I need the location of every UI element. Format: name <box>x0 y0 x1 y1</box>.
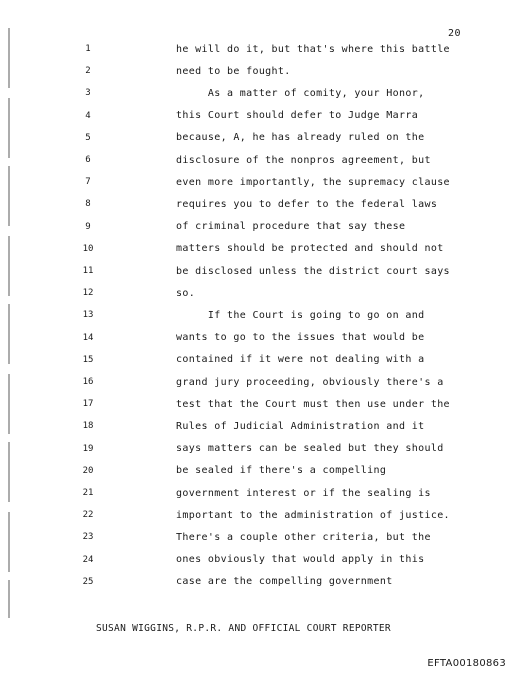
transcript-line <box>0 415 512 437</box>
line-number: 12 <box>82 288 94 299</box>
line-text: If the Court is going to go on and <box>176 309 425 321</box>
line-number: 10 <box>82 243 94 254</box>
line-number: 2 <box>85 66 91 77</box>
line-text: disclosure of the nonpros agreement, but <box>176 154 431 166</box>
line-text: There's a couple other criteria, but the <box>176 531 431 543</box>
line-number: 15 <box>82 354 94 365</box>
line-number: 20 <box>82 465 94 476</box>
transcript-line <box>0 38 512 60</box>
line-text: because, A, he has already ruled on the <box>176 132 425 144</box>
line-text: even more importantly, the supremacy clause <box>176 176 450 188</box>
line-text: says matters can be sealed but they should <box>176 443 444 455</box>
line-text: of criminal procedure that say these <box>176 221 406 233</box>
line-number: 6 <box>85 155 91 165</box>
line-number: 13 <box>82 310 94 321</box>
transcript-line <box>0 482 512 504</box>
document-id: EFTA00180863 <box>427 658 506 669</box>
line-text: matters should be protected and should not <box>176 243 444 255</box>
line-text: government interest or if the sealing is <box>176 487 431 499</box>
reporter-footer: SUSAN WIGGINS, R.P.R. AND OFFICIAL COURT REPORTER <box>96 623 391 634</box>
transcript-line <box>0 260 512 282</box>
line-number: 18 <box>82 421 94 432</box>
line-text: this Court should defer to Judge Marra <box>176 110 419 122</box>
line-number: 23 <box>82 532 94 543</box>
line-text: contained if it were not dealing with a <box>176 354 425 366</box>
line-text: be disclosed unless the district court says <box>176 265 450 277</box>
line-number: 9 <box>85 221 91 232</box>
transcript-line <box>0 127 512 149</box>
transcript-line <box>0 193 512 215</box>
line-number: 1 <box>85 44 91 54</box>
line-number: 14 <box>82 332 94 343</box>
line-text: As a matter of comity, your Honor, <box>176 87 425 99</box>
page-number: 20 <box>448 28 462 39</box>
transcript-line <box>0 105 512 127</box>
line-text: wants to go to the issues that would be <box>176 332 425 344</box>
line-number: 21 <box>82 488 94 498</box>
transcript-line <box>0 393 512 415</box>
line-text: need to be fought. <box>176 65 291 77</box>
line-number: 3 <box>85 88 91 99</box>
line-number: 24 <box>82 554 94 565</box>
line-number: 22 <box>82 510 94 521</box>
transcript-line <box>0 304 512 326</box>
transcript-line <box>0 60 512 82</box>
transcript-line <box>0 438 512 460</box>
line-text: grand jury proceeding, obviously there's a <box>176 376 444 388</box>
transcript-line <box>0 216 512 238</box>
line-text: case are the compelling government <box>176 576 393 588</box>
transcript-line <box>0 327 512 349</box>
transcript-line <box>0 82 512 104</box>
transcript-line <box>0 371 512 393</box>
transcript-line <box>0 349 512 371</box>
line-number: 5 <box>85 132 91 143</box>
line-number: 8 <box>85 199 91 210</box>
line-text: be sealed if there's a compelling <box>176 465 387 477</box>
transcript-line <box>0 460 512 482</box>
transcript-line <box>0 282 512 304</box>
line-text: requires you to defer to the federal laws <box>176 198 438 210</box>
line-text: ones obviously that would apply in this <box>176 554 425 566</box>
line-number: 7 <box>85 177 91 188</box>
transcript-line <box>0 238 512 260</box>
transcript-line <box>0 549 512 571</box>
transcript-line <box>0 171 512 193</box>
transcript-line <box>0 526 512 548</box>
line-number: 16 <box>82 377 94 387</box>
line-number: 25 <box>82 576 94 587</box>
line-text: test that the Court must then use under the <box>176 398 450 410</box>
line-number: 17 <box>82 399 94 410</box>
line-number: 11 <box>82 266 94 276</box>
line-text: he will do it, but that's where this battle <box>176 43 450 55</box>
line-number: 19 <box>82 443 94 454</box>
line-text: important to the administration of justice. <box>176 509 450 521</box>
transcript-line <box>0 571 512 593</box>
line-number: 4 <box>85 110 91 121</box>
line-text: so. <box>176 287 196 299</box>
line-text: Rules of Judicial Administration and it <box>176 420 425 432</box>
transcript-line <box>0 149 512 171</box>
transcript-line <box>0 504 512 526</box>
